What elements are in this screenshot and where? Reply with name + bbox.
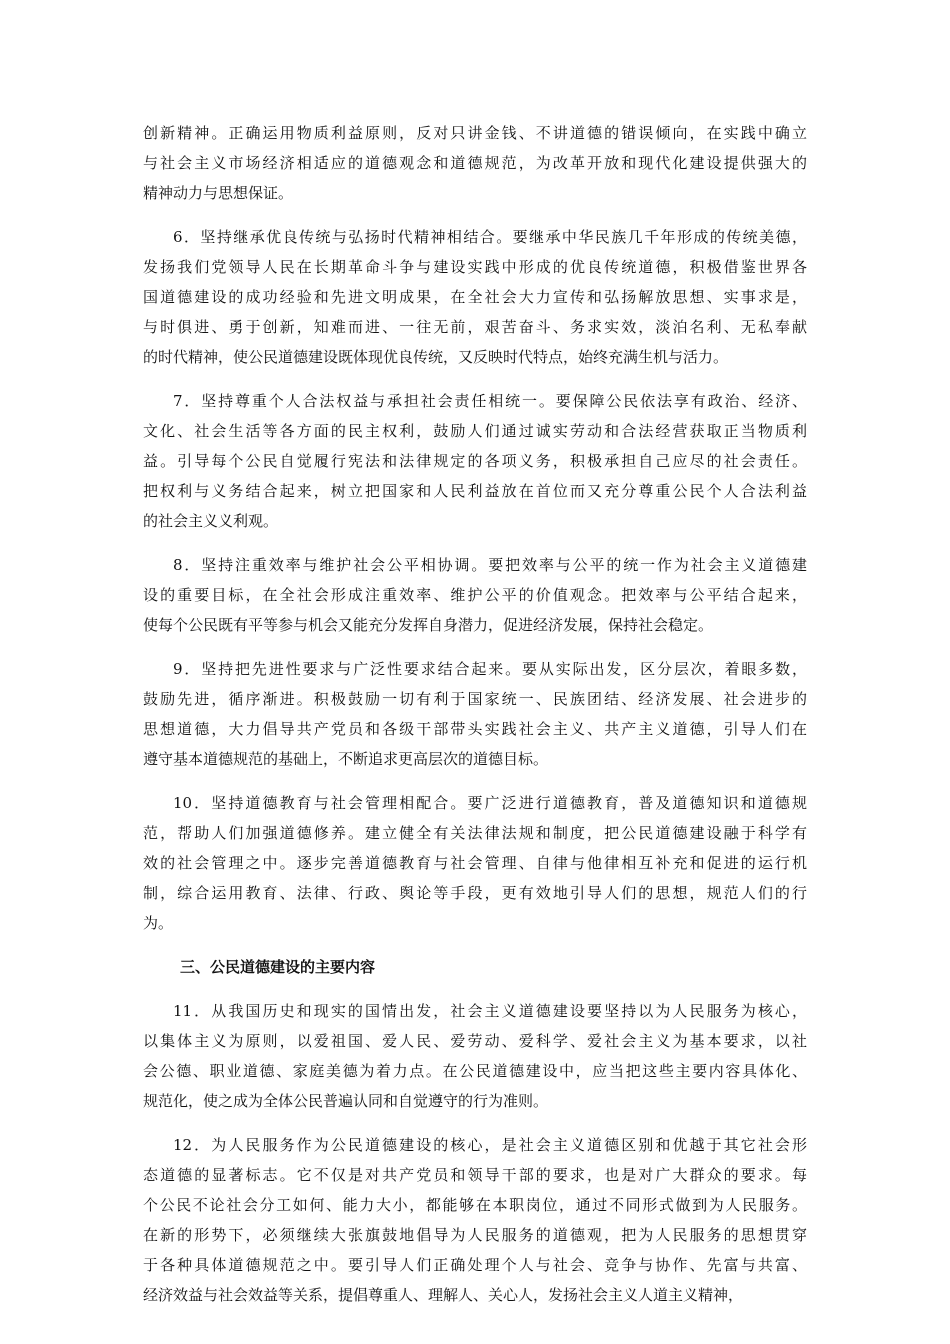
paragraph-line: 于各种具体道德规范之中。要引导人们正确处理个人与社会、竞争与协作、先富与共富、 (143, 1256, 807, 1274)
paragraph-line: 发扬我们党领导人民在长期革命斗争与建设实践中形成的优良传统道德，积极借鉴世界各 (143, 258, 807, 276)
paragraph-line: 12．为人民服务作为公民道德建设的核心，是社会主义道德区别和优越于其它社会形 (173, 1136, 807, 1154)
paragraph-line: 与社会主义市场经济相适应的道德观念和道德规范，为改革开放和现代化建设提供强大的 (143, 154, 807, 172)
paragraph-line: 7．坚持尊重个人合法权益与承担社会责任相统一。要保障公民依法享有政治、经济、 (173, 392, 807, 410)
paragraph-line: 8．坚持注重效率与维护社会公平相协调。要把效率与公平的统一作为社会主义道德建 (173, 556, 807, 574)
section-heading: 三、公民道德建设的主要内容 (180, 958, 376, 976)
paragraph-line: 国道德建设的成功经验和先进文明成果，在全社会大力宣传和弘扬解放思想、实事求是， (143, 288, 807, 306)
paragraph-line: 规范化，使之成为全体公民普遍认同和自觉遵守的行为准则。 (143, 1092, 549, 1110)
paragraph-line: 把权利与义务结合起来，树立把国家和人民利益放在首位而又充分尊重公民个人合法利益 (143, 482, 807, 500)
paragraph-line: 范，帮助人们加强道德修养。建立健全有关法律法规和制度，把公民道德建设融于科学有 (143, 824, 807, 842)
paragraph-line: 效的社会管理之中。逐步完善道德教育与社会管理、自律与他律相互补充和促进的运行机 (143, 854, 807, 872)
paragraph-line: 经济效益与社会效益等关系，提倡尊重人、理解人、关心人，发扬社会主义人道主义精神， (143, 1286, 744, 1304)
paragraph-line: 10．坚持道德教育与社会管理相配合。要广泛进行道德教育，普及道德知识和道德规 (173, 794, 807, 812)
paragraph (143, 654, 807, 774)
paragraph-line: 的时代精神，使公民道德建设既体现优良传统，又反映时代特点，始终充满生机与活力。 (143, 348, 729, 366)
paragraph-line: 精神动力与思想保证。 (143, 184, 294, 202)
paragraph-line: 创新精神。正确运用物质利益原则，反对只讲金钱、不讲道德的错误倾向，在实践中确立 (143, 124, 807, 142)
paragraph-line: 益。引导每个公民自觉履行宪法和法律规定的各项义务，积极承担自己应尽的社会责任。 (143, 452, 807, 470)
paragraph-line: 以集体主义为原则，以爱祖国、爱人民、爱劳动、爱科学、爱社会主义为基本要求，以社 (143, 1032, 807, 1050)
paragraph (143, 996, 807, 1116)
paragraphs-after (143, 996, 807, 1310)
paragraph-line: 使每个公民既有平等参与机会又能充分发挥自身潜力，促进经济发展，保持社会稳定。 (143, 616, 714, 634)
paragraph-line: 6．坚持继承优良传统与弘扬时代精神相结合。要继承中华民族几千年形成的传统美德， (173, 228, 807, 246)
paragraph-line: 个公民不论社会分工如何、能力大小，都能够在本职岗位，通过不同形式做到为人民服务。 (143, 1196, 807, 1214)
paragraph (143, 118, 807, 208)
paragraph-line: 思想道德，大力倡导共产党员和各级干部带头实践社会主义、共产主义道德，引导人们在 (143, 720, 807, 738)
paragraph-line: 态道德的显著标志。它不仅是对共产党员和领导干部的要求，也是对广大群众的要求。每 (143, 1166, 807, 1184)
paragraph-line: 文化、社会生活等各方面的民主权利，鼓励人们通过诚实劳动和合法经营获取正当物质利 (143, 422, 807, 440)
paragraph-line: 会公德、职业道德、家庭美德为着力点。在公民道德建设中，应当把这些主要内容具体化、 (143, 1062, 807, 1080)
paragraph-line: 在新的形势下，必须继续大张旗鼓地倡导为人民服务的道德观，把为人民服务的思想贯穿 (143, 1226, 807, 1244)
paragraph (143, 222, 807, 372)
paragraph-line: 的社会主义义利观。 (143, 512, 279, 530)
paragraph (143, 1130, 807, 1310)
paragraph-line: 遵守基本道德规范的基础上，不断追求更高层次的道德目标。 (143, 750, 549, 768)
paragraph (143, 386, 807, 536)
paragraph (143, 550, 807, 640)
paragraph (143, 788, 807, 938)
paragraph-line: 11．从我国历史和现实的国情出发，社会主义道德建设要坚持以为人民服务为核心， (173, 1002, 807, 1020)
document-page (143, 118, 807, 1324)
paragraph-line: 制，综合运用教育、法律、行政、舆论等手段，更有效地引导人们的思想，规范人们的行 (143, 884, 807, 902)
paragraph-line: 与时俱进、勇于创新，知难而进、一往无前，艰苦奋斗、务求实效，淡泊名利、无私奉献 (143, 318, 807, 336)
paragraph-line: 鼓励先进，循序渐进。积极鼓励一切有利于国家统一、民族团结、经济发展、社会进步的 (143, 690, 807, 708)
paragraph-line: 设的重要目标，在全社会形成注重效率、维护公平的价值观念。把效率与公平结合起来， (143, 586, 807, 604)
paragraph-line: 9．坚持把先进性要求与广泛性要求结合起来。要从实际出发，区分层次，着眼多数， (173, 660, 807, 678)
paragraph-line: 为。 (143, 914, 174, 932)
paragraphs-before (143, 118, 807, 938)
